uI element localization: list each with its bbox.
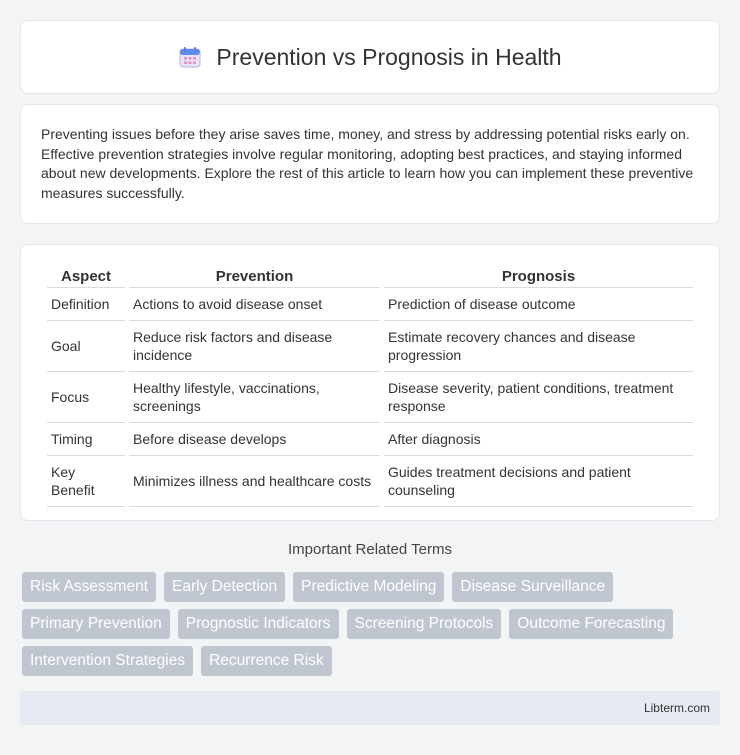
table-cell-prognosis: Prediction of disease outcome <box>384 288 693 321</box>
table-cell-aspect: Key Benefit <box>47 456 125 507</box>
table-cell-prevention: Before disease develops <box>129 423 380 456</box>
header-card <box>20 20 720 94</box>
term-tag[interactable]: Predictive Modeling <box>293 572 444 602</box>
term-tag[interactable]: Disease Surveillance <box>452 572 613 602</box>
table-cell-aspect: Goal <box>47 321 125 372</box>
table-row <box>47 321 693 372</box>
column-header-prevention: Prevention <box>129 265 380 288</box>
table-cell-prevention: Reduce risk factors and disease incidence <box>129 321 380 372</box>
related-terms-title: Important Related Terms <box>288 541 452 558</box>
table-cell-prognosis: Guides treatment decisions and patient counseling <box>384 456 693 507</box>
table-row <box>47 456 693 507</box>
related-terms-list <box>22 572 722 676</box>
table-cell-prognosis: After diagnosis <box>384 423 693 456</box>
column-header-prognosis: Prognosis <box>384 265 693 288</box>
intro-card <box>20 104 720 224</box>
table-cell-prognosis: Disease severity, patient conditions, treatment response <box>384 372 693 423</box>
footer-site-link[interactable]: Libterm.com <box>643 701 710 715</box>
footer <box>20 691 720 725</box>
term-tag[interactable]: Early Detection <box>164 572 285 602</box>
table-cell-prognosis: Estimate recovery chances and disease progression <box>384 321 693 372</box>
comparison-table <box>43 265 697 507</box>
term-tag[interactable]: Screening Protocols <box>347 609 502 639</box>
table-cell-prevention: Actions to avoid disease onset <box>129 288 380 321</box>
table-row <box>47 288 693 321</box>
table-row <box>47 423 693 456</box>
table-header-row <box>47 265 693 288</box>
table-cell-aspect: Definition <box>47 288 125 321</box>
page-title: Prevention vs Prognosis in Health <box>216 43 562 70</box>
table-cell-prevention: Healthy lifestyle, vaccinations, screenings <box>129 372 380 423</box>
table-cell-prevention: Minimizes illness and healthcare costs <box>129 456 380 507</box>
calendar-icon <box>178 45 202 69</box>
term-tag[interactable]: Recurrence Risk <box>201 646 332 676</box>
comparison-table-card <box>20 244 720 521</box>
term-tag[interactable]: Intervention Strategies <box>22 646 193 676</box>
column-header-aspect: Aspect <box>47 265 125 288</box>
term-tag[interactable]: Prognostic Indicators <box>178 609 339 639</box>
table-cell-aspect: Timing <box>47 423 125 456</box>
term-tag[interactable]: Risk Assessment <box>22 572 156 602</box>
intro-text: Preventing issues before they arise saves time, money, and stress by addressing potential risks early on. Effective prevention strategies involve regular monitoring, adopting best practices, and staying informed about new developments. Explore the rest of this article to learn how you can implement these preventive measures successfully. <box>41 126 694 201</box>
table-cell-aspect: Focus <box>47 372 125 423</box>
table-row <box>47 372 693 423</box>
term-tag[interactable]: Primary Prevention <box>22 609 170 639</box>
term-tag[interactable]: Outcome Forecasting <box>509 609 673 639</box>
